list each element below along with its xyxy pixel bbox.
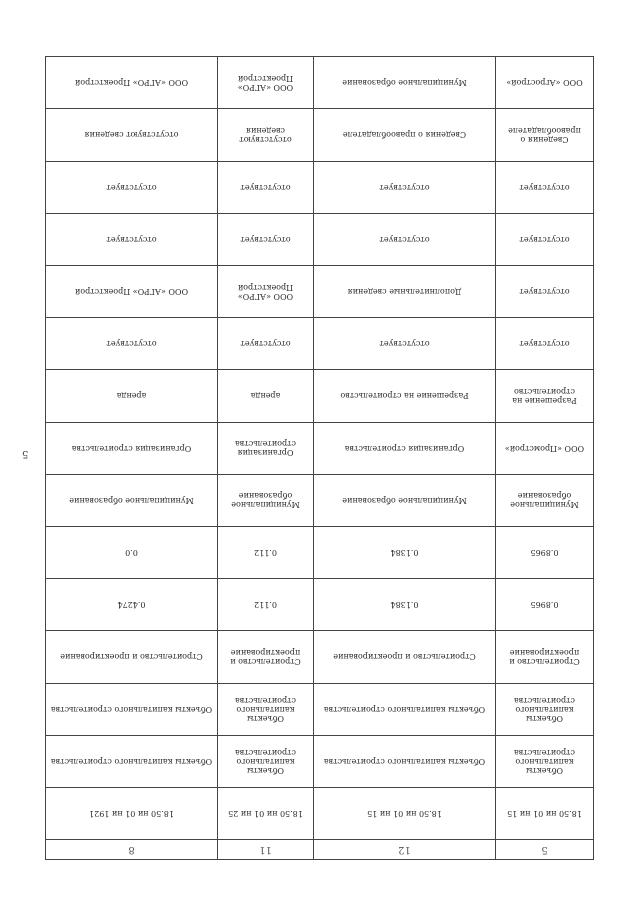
table-cell: отсутствуют сведения <box>218 109 314 161</box>
table-cell: отсутствует <box>314 318 496 370</box>
column-header: 8 <box>46 840 218 860</box>
table-cell: отсутствует <box>314 213 496 265</box>
table-row <box>46 683 594 735</box>
table-cell: Муниципальное образование <box>496 474 594 526</box>
table-row <box>46 787 594 839</box>
table-cell: Объекты капитального строительства <box>218 735 314 787</box>
column-header: 5 <box>496 840 594 860</box>
table-cell: отсутствует <box>46 213 218 265</box>
table-cell: ООО «АГРО» Проектстрой <box>218 57 314 109</box>
table-cell: Разрешение на строительство <box>496 370 594 422</box>
table-cell: Объекты капитального строительства <box>314 735 496 787</box>
table-row <box>46 161 594 213</box>
table-cell: отсутствует <box>496 265 594 317</box>
table-cell: 0.4274 <box>46 579 218 631</box>
table-cell: отсутствует <box>218 213 314 265</box>
table-cell: 18.50 ни 01 ни 15 <box>314 787 496 839</box>
table-row <box>46 109 594 161</box>
table-cell: Объекты капитального строительства <box>46 735 218 787</box>
table-cell: Объекты капитального строительства <box>496 735 594 787</box>
table-cell: отсутствуют сведения <box>46 109 218 161</box>
table-row <box>46 422 594 474</box>
table-row <box>46 631 594 683</box>
column-header: 11 <box>218 840 314 860</box>
table-row <box>46 735 594 787</box>
table-cell: отсутствует <box>218 161 314 213</box>
table-cell: Организация строительства <box>218 422 314 474</box>
table-cell: Строительство и проектирование <box>496 631 594 683</box>
table-cell: 0.1384 <box>314 579 496 631</box>
table-cell: отсутствует <box>314 161 496 213</box>
table-cell: отсутствует <box>46 161 218 213</box>
register-table <box>45 56 594 860</box>
table-row <box>46 213 594 265</box>
table-cell: 0.1384 <box>314 526 496 578</box>
table-cell: отсутствует <box>496 161 594 213</box>
table-row <box>46 57 594 109</box>
table-cell: 0.0 <box>46 526 218 578</box>
table-cell: 18.50 ни 01 ни 25 <box>218 787 314 839</box>
table-row <box>46 370 594 422</box>
table-cell: Сведения о правообладателе <box>496 109 594 161</box>
table-cell: ООО «Агрострой» <box>496 57 594 109</box>
table-cell: ООО «АГРО» Проектстрой <box>218 265 314 317</box>
table-row <box>46 474 594 526</box>
table-cell: ООО «АГРО» Проектстрой <box>46 265 218 317</box>
table-cell: Организация строительства <box>46 422 218 474</box>
table-cell: Строительство и проектирование <box>314 631 496 683</box>
table-cell: 0.8965 <box>496 579 594 631</box>
rotated-table-sheet <box>46 56 594 860</box>
table-cell: ООО «Промстрой» <box>496 422 594 474</box>
table-cell: Строительство и проектирование <box>218 631 314 683</box>
table-cell: Разрешение на строительство <box>314 370 496 422</box>
table-cell: 0.112 <box>218 579 314 631</box>
table-cell: Муниципальное образование <box>218 474 314 526</box>
table-row <box>46 579 594 631</box>
table-cell: ООО «АГРО» Проектстрой <box>46 57 218 109</box>
table-cell: отсутствует <box>218 318 314 370</box>
table-cell: 0.112 <box>218 526 314 578</box>
table-row <box>46 526 594 578</box>
page-number: 5 <box>22 448 29 459</box>
column-header: 12 <box>314 840 496 860</box>
table-cell: отсутствует <box>46 318 218 370</box>
table-cell: Объекты капитального строительства <box>496 683 594 735</box>
table-cell: Строительство и проектирование <box>46 631 218 683</box>
table-cell: Объекты капитального строительства <box>218 683 314 735</box>
table-cell: Объекты капитального строительства <box>46 683 218 735</box>
table-header-row <box>46 840 594 860</box>
table-row <box>46 265 594 317</box>
table-cell: аренда <box>218 370 314 422</box>
table-cell: Муниципальное образование <box>314 57 496 109</box>
table-cell: отсутствует <box>496 318 594 370</box>
table-cell: аренда <box>46 370 218 422</box>
table-cell: Дополнительные сведения <box>314 265 496 317</box>
table-cell: Муниципальное образование <box>314 474 496 526</box>
table-cell: Организация строительства <box>314 422 496 474</box>
table-cell: Сведения о правообладателе <box>314 109 496 161</box>
table-cell: 18.50 ни 01 ни 1921 <box>46 787 218 839</box>
table-cell: 0.8965 <box>496 526 594 578</box>
table-cell: Муниципальное образование <box>46 474 218 526</box>
table-row <box>46 318 594 370</box>
table-cell: 18.50 ни 01 ни 15 <box>496 787 594 839</box>
table-cell: Объекты капитального строительства <box>314 683 496 735</box>
table-cell: отсутствует <box>496 213 594 265</box>
